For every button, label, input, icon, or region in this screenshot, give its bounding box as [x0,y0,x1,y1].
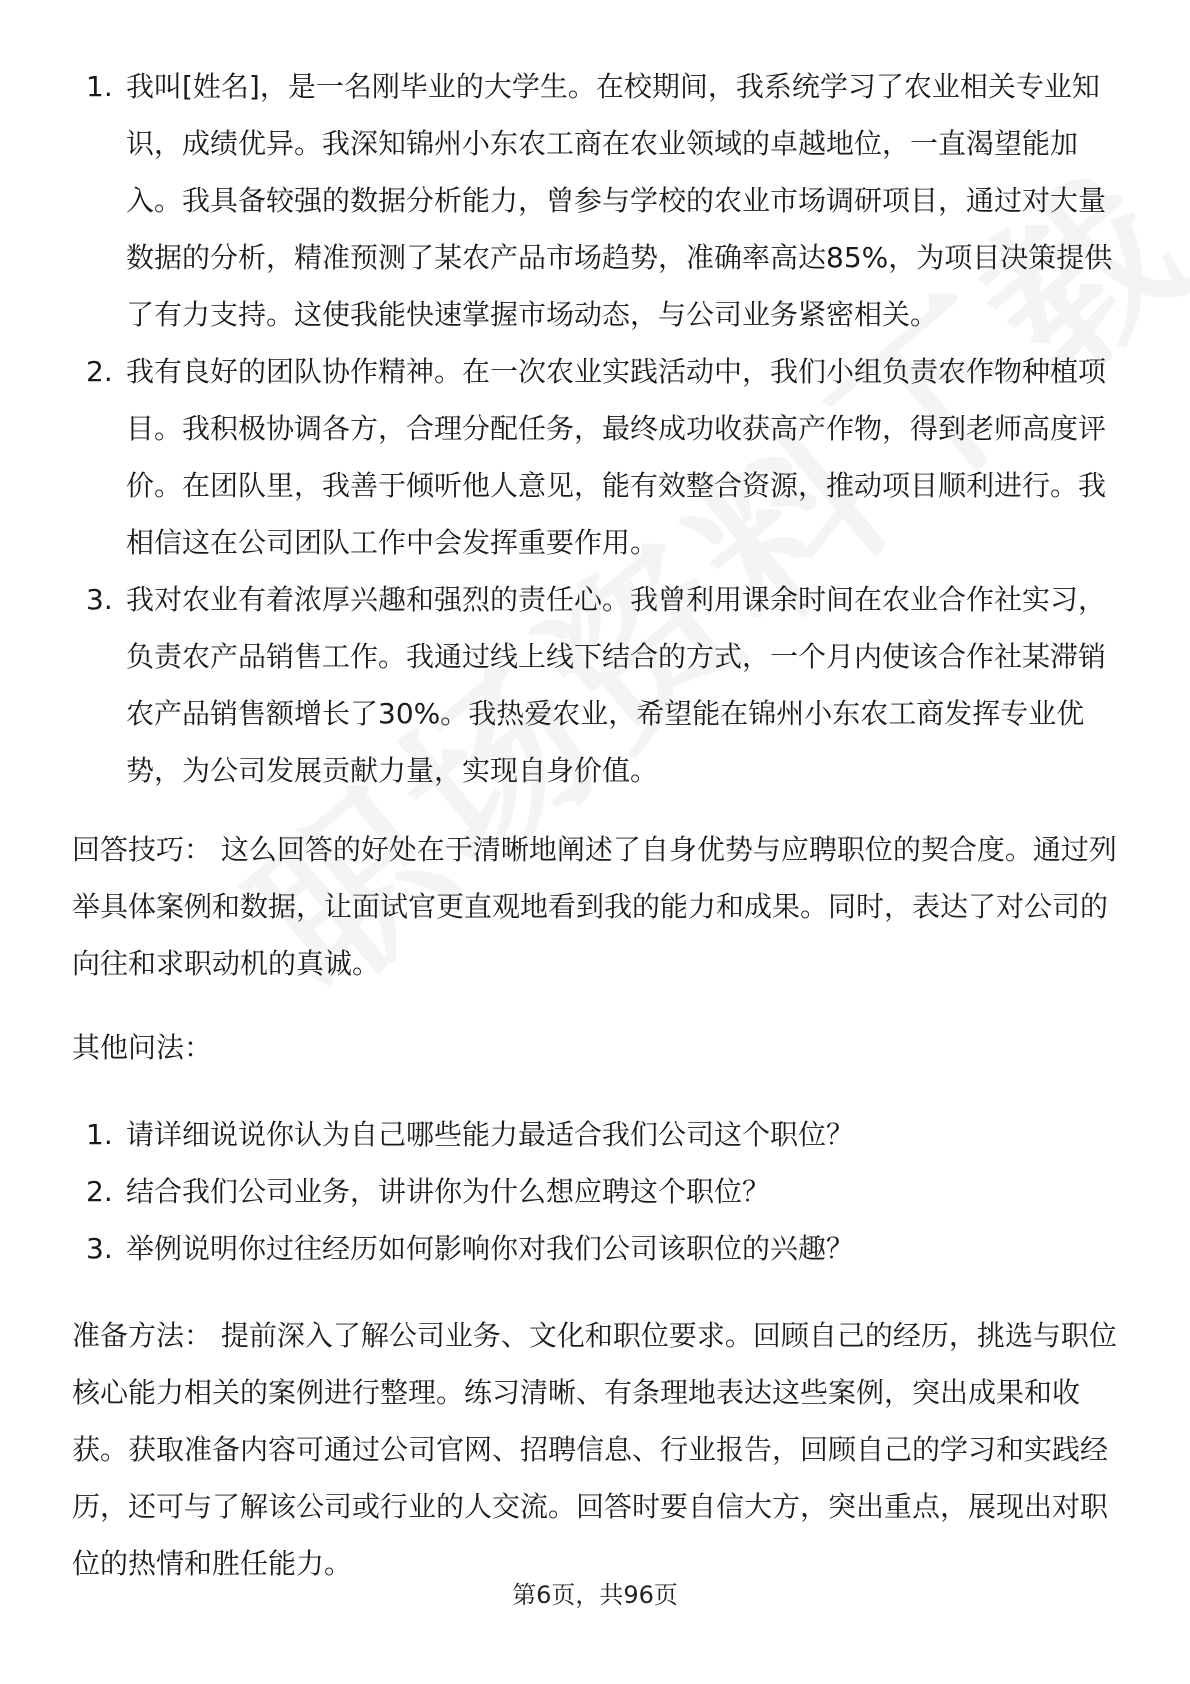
preparation-text: 提前深入了解公司业务、文化和职位要求。回顾自己的经历，挑选与职位核心能力相关的案例进行整理。练习清晰、有条理地表达这些案例，突出成果和收获。获取准备内容可通过公司官网、招聘信息、行业报告，回顾自己的学习和实践经历，还可与了解该公司或行业的人交流。回答时要自信大方，突出重点，展现出对职位的热情和胜任能力。 [72,1319,1117,1580]
list-number: 1. [86,70,113,103]
list-item-text: 我叫[姓名]，是一名刚毕业的大学生。在校期间，我系统学习了农业相关专业知识，成绩优异。我深知锦州小东农工商在农业领域的卓越地位，一直渴望能加入。我具备较强的数据分析能力，曾参与学校的农业市场调研项目，通过对大量数据的分析，精准预测了某农产品市场趋势，准确率高达85%，为项目决策提供了有力支持。这使我能快速掌握市场动态，与公司业务紧密相关。 [126,70,1113,331]
list-item [72,1163,1132,1220]
other-questions-list [72,1106,1132,1277]
answer-tips-text: 这么回答的好处在于清晰地阐述了自身优势与应聘职位的契合度。通过列举具体案例和数据，让面试官更直观地看到我的能力和成果。同时，表达了对公司的向往和求职动机的真诚。 [72,833,1117,980]
list-number: 3. [86,1232,113,1265]
list-item-text: 我有良好的团队协作精神。在一次农业实践活动中，我们小组负责农作物种植项目。我积极协调各方，合理分配任务，最终成功收获高产作物，得到老师高度评价。在团队里，我善于倾听他人意见，能有效整合资源，推动项目顺利进行。我相信这在公司团队工作中会发挥重要作用。 [126,355,1107,559]
list-item-text: 举例说明你过往经历如何影响你对我们公司该职位的兴趣？ [126,1232,855,1265]
preparation-label: 准备方法： [72,1319,213,1352]
page-footer: 第6页，共96页 [512,1581,678,1609]
other-questions-heading: 其他问法： [72,1031,213,1064]
list-item-text: 请详细说说你认为自己哪些能力最适合我们公司这个职位？ [126,1118,855,1151]
list-item-text: 结合我们公司业务，讲讲你为什么想应聘这个职位？ [126,1175,771,1208]
list-item [72,58,1132,343]
list-item [72,571,1132,799]
list-number: 2. [86,355,113,388]
list-item [72,343,1132,571]
answer-tips-label: 回答技巧： [72,833,213,866]
list-item [72,1220,1132,1277]
preparation-paragraph [72,1307,1132,1592]
page-content [72,58,1132,1592]
list-number: 3. [86,583,113,616]
answer-tips-paragraph [72,821,1132,992]
list-item-text: 我对农业有着浓厚兴趣和强烈的责任心。我曾利用课余时间在农业合作社实习，负责农产品销售工作。我通过线上线下结合的方式，一个月内使该合作社某滞销农产品销售额增长了30%。我热爱农业，希望能在锦州小东农工商发挥专业优势，为公司发展贡献力量，实现自身价值。 [126,583,1107,787]
list-item [72,1106,1132,1163]
list-number: 2. [86,1175,113,1208]
list-number: 1. [86,1118,113,1151]
answer-list [72,58,1132,799]
